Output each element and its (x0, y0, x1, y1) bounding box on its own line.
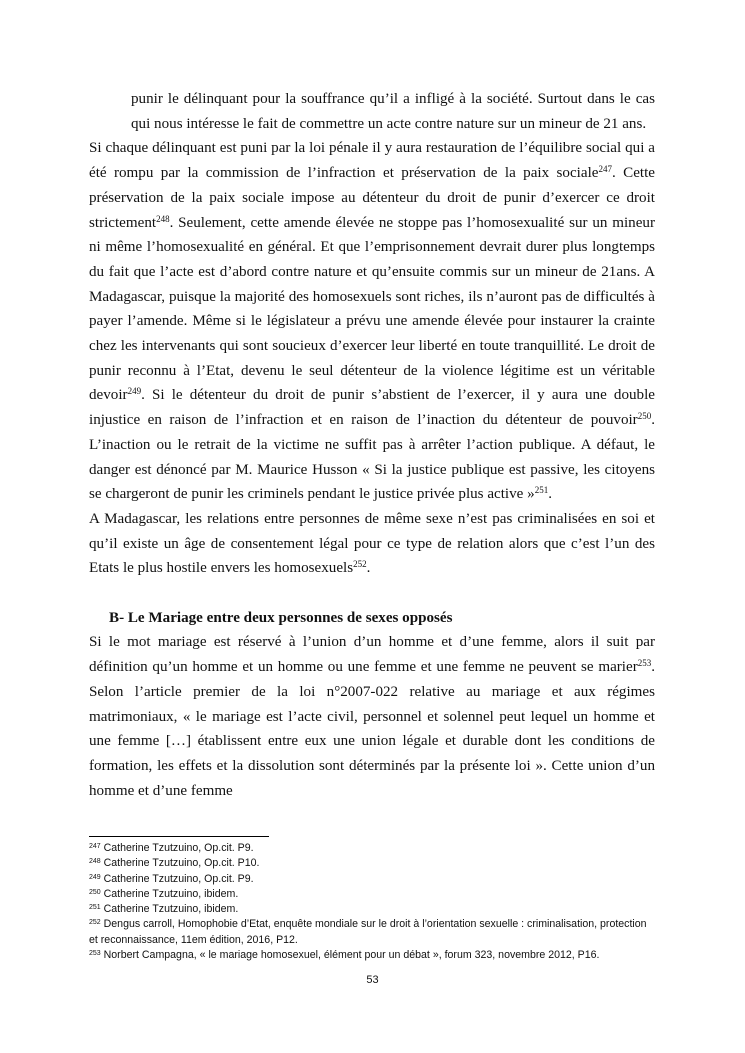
footnote-number: 249 (89, 873, 101, 881)
footnote (89, 872, 655, 887)
footnote-number: 252 (89, 919, 101, 927)
footnote-number: 253 (89, 950, 101, 958)
footnote-separator (89, 836, 269, 837)
footnote-ref-247[interactable]: 247 (598, 164, 612, 175)
paragraph-text: . (366, 560, 371, 577)
footnote-text: Catherine Tzutzuino, Op.cit. P10. (100, 857, 260, 870)
body-text (89, 87, 655, 803)
page-number: 53 (366, 974, 379, 986)
section-heading: B- Le Mariage entre deux personnes de sexes opposés (109, 609, 453, 626)
footnote-number: 248 (89, 858, 101, 866)
footnote (89, 902, 655, 917)
quote-paragraph: punir le délinquant pour la souffrance qu’il a infligé à la société. Surtout dans le cas qui nous intéresse le fait de commettre un acte contre nature sur un mineur de 21 ans. (131, 91, 655, 132)
footnote (89, 948, 655, 963)
footnote-number: 250 (89, 888, 101, 896)
paragraph-punishment (89, 136, 655, 507)
footnote-ref-248[interactable]: 248 (156, 213, 170, 224)
paragraph-madagascar (89, 507, 655, 581)
footnote-text: Dengus carroll, Homophobie d’Etat, enquête mondiale sur le droit à l’orientation sexuelle : criminalisation, protection et reconnaissance, 11em édition, 2016, P12. (89, 918, 647, 946)
footnote-ref-251[interactable]: 251 (534, 485, 549, 496)
paragraph-text: . Si le détenteur du droit de punir s’abstient de l’exercer, il y aura une double injustice en raison de l’infraction et en raison de l’inaction du détenteur de pouvoir (89, 387, 655, 429)
footnote (89, 841, 655, 856)
footnote (89, 917, 655, 948)
paragraph-text: . Cette préservation de la paix sociale impose au détenteur du droit de punir d’exercer ce droit strictement (89, 165, 655, 231)
paragraph-text: . Seulement, cette amende élevée ne stoppe pas l’homosexualité sur un mineur ni même l’homosexualité en général. Et que l’emprisonnement devrait durer plus longtemps du fait que l’acte est d’abord contre nature et qu’ensuite commis sur un mineur de 21ans. A Madagascar, puisque la majorité des homosexuels sont riches, ils n’auront pas de difficultés à payer l’amende. Même si le législateur a prévu une amende élevée pour instaurer la crainte chez les intervenants qui sont soucieux d’exercer leur liberté en toute tranquillité. Le droit de punir reconnu à l’Etat, devenu le seul détenteur de la violence légitime est un véritable devoir (89, 214, 655, 404)
footnote-text: Catherine Tzutzuino, ibidem. (100, 903, 239, 916)
footnote-ref-249[interactable]: 249 (127, 386, 142, 397)
footnote-number: 247 (89, 843, 101, 850)
footnote (89, 856, 655, 871)
paragraph-text: A Madagascar, les relations entre personnes de même sexe n’est pas criminalisées en soi et qu’il existe un âge de consentement légal pour ce type de relation alors que c’est l’un des Etats le plus hostile envers les homosexuels (89, 510, 655, 577)
footnotes (89, 841, 655, 963)
footnote-ref-250[interactable]: 250 (637, 411, 652, 422)
footnote (89, 887, 655, 902)
footnote-ref-252[interactable]: 252 (353, 559, 367, 570)
footnote-text: Catherine Tzutzuino, Op.cit. P9. (100, 872, 254, 885)
footnote-number: 251 (89, 904, 101, 912)
paragraph-text: Si chaque délinquant est puni par la loi pénale il y aura restauration de l’équilibre social qui a été rompu par la commission de l’infraction et préservation de la paix sociale (89, 140, 655, 182)
paragraph-marriage (89, 630, 655, 803)
paragraph-spacer (89, 581, 655, 606)
paragraph-text: . (548, 486, 552, 503)
footnote-text: Catherine Tzutzuino, ibidem. (100, 887, 239, 900)
footnote-text: Norbert Campagna, « le mariage homosexuel, élément pour un débat », forum 323, novembre 2012, P16. (100, 949, 600, 962)
paragraph-text: . Selon l’article premier de la loi n°2007-022 relative au mariage et aux régimes matrimoniaux, « le mariage est l’acte civil, personnel et solennel peut lequel un homme et une femme […] établissent entre eux une union légale et durable dont les conditions de formation, les effets et la dissolution sont déterminés par la présente loi ». Cette union d’un homme et d’une femme (89, 659, 655, 799)
footnote-text: Catherine Tzutzuino, Op.cit. P9. (100, 842, 254, 854)
footnote-ref-253[interactable]: 253 (637, 658, 652, 669)
paragraph-text: . L’inaction ou le retrait de la victime ne suffit pas à arrêter l’action publique. A défaut, le danger est dénoncé par M. Maurice Husson « Si la justice publique est passive, les citoyens se chargeront de punir les criminels pendant le justice privée plus active » (89, 412, 655, 503)
paragraph-text: Si le mot mariage est réservé à l’union d’un homme et d’une femme, alors il suit par définition qu’un homme et un homme ou une femme et une femme ne peuvent se marier (89, 634, 655, 676)
